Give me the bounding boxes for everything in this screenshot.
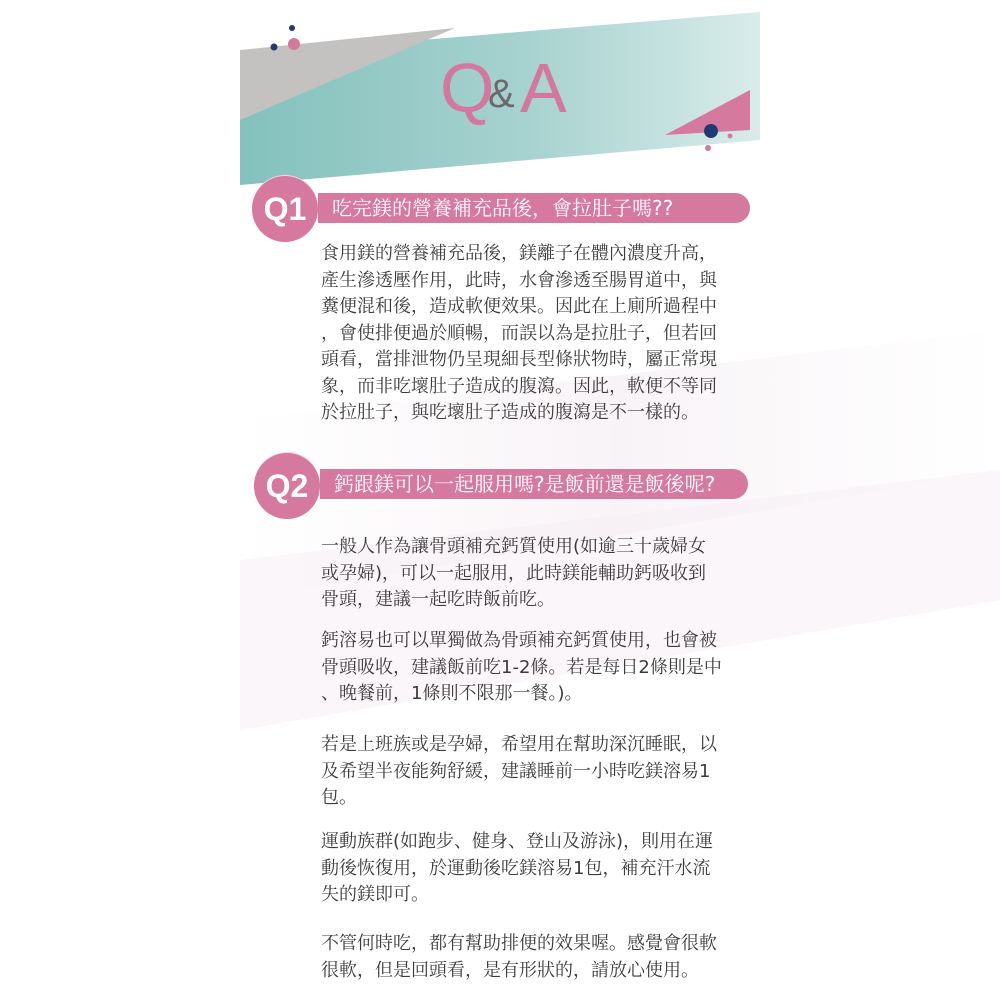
- q2-answer-line: 動後恢復用，於運動後吃鎂溶易1包，補充汗水流: [321, 857, 711, 879]
- dot-navy-top: [289, 25, 295, 31]
- q2-answer-line: 、晚餐前，1條則不限那一餐。)。: [321, 683, 583, 704]
- q1-answer-line: 糞便混和後，造成軟便效果。因此在上廁所過程中: [321, 296, 717, 317]
- q2-question-bar: [320, 469, 748, 499]
- q1-answer-line: 象，而非吃壞肚子造成的腹瀉。因此，軟便不等同: [321, 375, 717, 397]
- q1-answer-line: 頭看，當排泄物仍呈現細長型條狀物時，屬正常現: [321, 349, 717, 370]
- q1-answer: [321, 241, 751, 427]
- q1-answer-line: ，會使排便過於順暢，而誤以為是拉肚子，但若回: [321, 322, 717, 344]
- q2-answer-line: 及希望半夜能夠舒緩，建議睡前一小時吃鎂溶易1: [321, 760, 711, 782]
- q2-answer-line: 很軟，但是回頭看，是有形狀的，請放心使用。: [321, 959, 699, 981]
- dot-pink-right-small: [728, 134, 733, 139]
- dot-navy-right: [704, 124, 718, 138]
- qa-title-a: A: [520, 49, 567, 127]
- q1-answer-line: 食用鎂的營養補充品後，鎂離子在體內濃度升高，: [321, 243, 717, 264]
- q2-answer-line: 若是上班族或是孕婦，希望用在幫助深沉睡眠，以: [321, 734, 717, 755]
- q2-answer-line: 運動族群(如跑步、健身、登山及游泳)，則用在運: [321, 831, 714, 852]
- q2-answer-line: 骨頭吸收，建議飯前吃1-2條。若是每日2條則是中: [321, 656, 722, 678]
- q1-question: 吃完鎂的營養補充品後，會拉肚子嗎??: [332, 196, 674, 220]
- q1-question-bar: [318, 193, 750, 223]
- dot-navy-left: [271, 44, 278, 51]
- q2-answer-paragraph-3: [321, 732, 751, 812]
- qa-title-amp: &: [488, 72, 515, 116]
- q2-answer-paragraph-2: [321, 628, 751, 708]
- q2-answer-line: 包。: [321, 787, 357, 808]
- q1-answer-line: 產生滲透壓作用，此時，水會滲透至腸胃道中，與: [321, 269, 717, 291]
- q1-badge: Q1: [252, 176, 318, 242]
- q2-answer-paragraph-1: [321, 534, 751, 614]
- q2-answer-line: 鈣溶易也可以單獨做為骨頭補充鈣質使用，也會被: [321, 630, 717, 651]
- q2-answer-line: 一般人作為讓骨頭補充鈣質使用(如逾三十歲婦女: [321, 536, 707, 557]
- q1-answer-line: 於拉肚子，與吃壞肚子造成的腹瀉是不一樣的。: [321, 402, 699, 423]
- q2-badge: Q2: [254, 453, 320, 519]
- dot-pink-right-lower: [705, 145, 711, 151]
- q2-answer-paragraph-4: [321, 829, 751, 909]
- q2-answer-line: 不管何時吃，都有幫助排便的效果喔。感覺會很軟: [321, 933, 717, 954]
- q2-answer-line: 失的鎂即可。: [321, 884, 429, 905]
- q2-answer-line: 骨頭，建議一起吃時飯前吃。: [321, 589, 555, 610]
- qa-title-q: Q: [440, 49, 495, 127]
- q2-question: 鈣跟鎂可以一起服用嗎?是飯前還是飯後呢?: [334, 472, 716, 496]
- q2-answer-paragraph-5: [321, 931, 751, 984]
- dot-pink-top: [288, 38, 300, 50]
- q2-answer-line: 或孕婦)，可以一起服用，此時鎂能輔助鈣吸收到: [321, 562, 707, 584]
- qa-title: [440, 48, 580, 128]
